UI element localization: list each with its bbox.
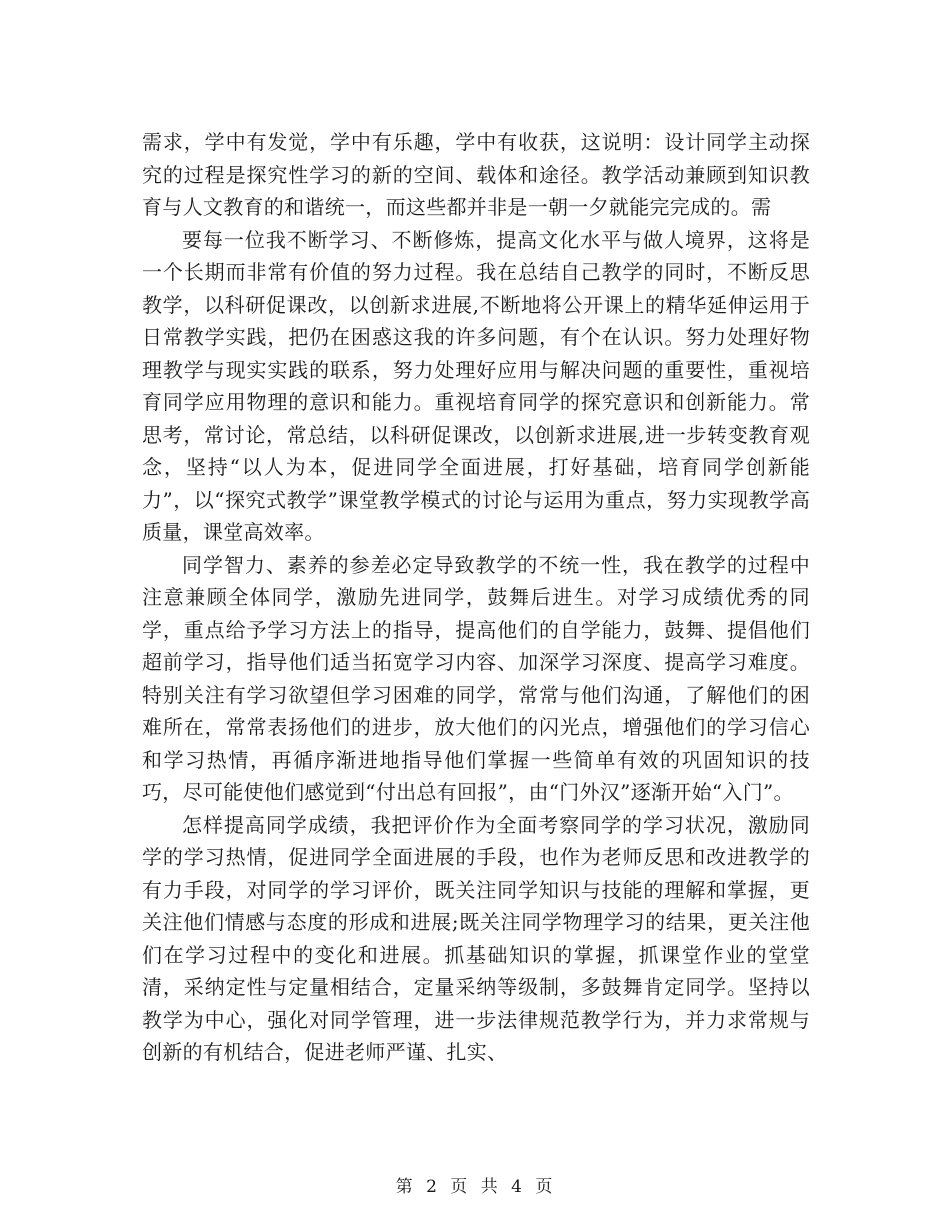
paragraph: 要每一位我不断学习、不断修炼，提高文化水平与做人境界，这将是一个长期而非常有价值的努力过程。我在总结自己教学的同时，不断反思教学，以科研促课改，以创新求进展,不断地将公开课上的精华延伸运用于日常教学实践，把仍在困惑这我的许多问题，有个在认识。努力处理好物理教学与现实实践的联系，努力处理好应用与解决问题的重要性，重视培育同学应用物理的意识和能力。重视培育同学的探究意识和创新能力。常思考，常讨论，常总结，以科研促课改，以创新求进展,进一步转变教育观念，坚持“以人为本，促进同学全面进展，打好基础，培育同学创新能力”，以“探究式教学”课堂教学模式的讨论与运用为重点，努力实现教学高质量，课堂高效率。	[142, 227, 810, 544]
paragraph: 怎样提高同学成绩，我把评价作为全面考察同学的学习状况，激励同学的学习热情，促进同学全面进展的手段，也作为老师反思和改进教学的有力手段，对同学的学习评价，既关注同学知识与技能的理解和掌握，更关注他们情感与态度的形成和进展;既关注同学物理学习的结果，更关注他们在学习过程中的变化和进展。抓基础知识的掌握，抓课堂作业的堂堂清，采纳定性与定量相结合，定量采纳等级制，多鼓舞肯定同学。坚持以教学为中心，强化对同学管理，进一步法律规范教学行为，并力求常规与创新的有机结合，促进老师严谨、扎实、	[142, 812, 810, 1064]
paragraph: 同学智力、素养的参差必定导致教学的不统一性，我在教学的过程中注意兼顾全体同学，激励先进同学，鼓舞后进生。对学习成绩优秀的同学，重点给予学习方法上的指导，提高他们的自学能力，鼓舞、提倡他们超前学习，指导他们适当拓宽学习内容、加深学习深度、提高学习难度。特别关注有学习欲望但学习困难的同学，常常与他们沟通，了解他们的困难所在，常常表扬他们的进步，放大他们的闪光点，增强他们的学习信心和学习热情，再循序渐进地指导他们掌握一些简单有效的巩固知识的技巧，尽可能使他们感觉到“付出总有回报”，由“门外汉”逐渐开始“入门”。	[142, 552, 810, 804]
body-text	[142, 126, 810, 1069]
paragraph-continued: 需求，学中有发觉，学中有乐趣，学中有收获，这说明：设计同学主动探究的过程是探究性学习的新的空间、载体和途径。教学活动兼顾到知识教育与人文教育的和谐统一，而这些都并非是一朝一夕就能完完成的。需	[142, 130, 810, 219]
page-number-footer: 第 2 页 共 4 页	[395, 1177, 555, 1197]
